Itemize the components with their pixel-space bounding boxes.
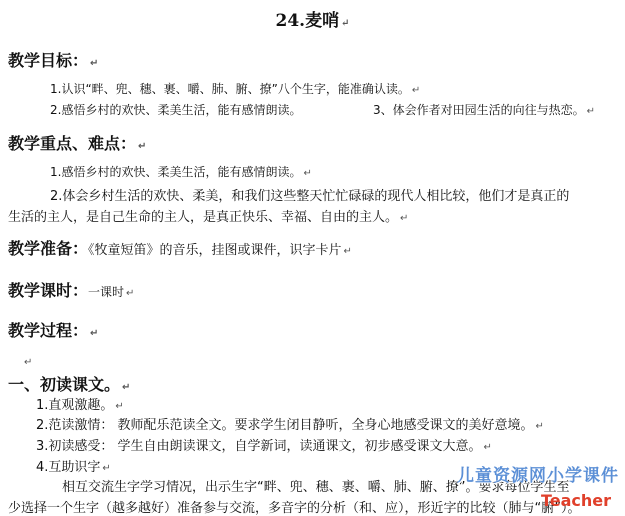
hours-line: 教学课时：一课时 ↵ [8,281,135,300]
empty-paragraph: ↵ [24,357,33,368]
hours-text: 一课时 [88,285,125,299]
keypoints-item-3: 生活的主人，是自己生命的主人，是真正快乐、幸福、自由的主人。 ↵ [8,210,409,225]
goals-item-1: 1.认识“畔、兜、穗、裹、嚼、肺、腑、撩”八个生字，能准确认读。 ↵ [50,82,421,96]
goals-heading: 教学目标： ↵ [8,51,99,70]
part1-item-3: 3.初读感受： 学生自由朗读课文，自学新词，读通课文，初步感受课文大意。 ↵ [36,439,492,454]
prep-line: 教学准备：《牧童短笛》的音乐，挂图或课件，识字卡片 ↵ [8,239,352,258]
part1-item-1: 1.直观激趣。 ↵ [36,398,124,413]
keypoints-item-2: 2.体会乡村生活的欢快、柔美，和我们这些整天忙忙碌碌的现代人相比较，他们才是真正的 [50,189,570,204]
goals-item-2: 2.感悟乡村的欢快、柔美生活，能有感情朗读。 [50,103,302,117]
page-title: 24.麦哨 ↵ [275,11,350,31]
goals-item-3: 3、体会作者对田园生活的向往与热恋。 ↵ [373,103,596,117]
process-heading: 教学过程： ↵ [8,321,99,340]
watermark-brand: Teacher [540,491,611,510]
part1-item-2: 2.范读激情： 教师配乐范读全文。要求学生闭目静听，全身心地感受课文的美好意境。 ↵ [36,418,544,433]
part1-paragraph-2: 少选择一个生字（越多越好）准备参与交流，多音字的分析（和、应），形近字的比较（肺与“腑”）。 [8,501,581,516]
hours-heading: 教学课时： [8,281,89,300]
keypoints-item-1: 1.感悟乡村的欢快、柔美生活，能有感情朗读。 ↵ [50,165,312,179]
prep-text: 《牧童短笛》的音乐，挂图或课件，识字卡片 [88,243,342,258]
watermark-text: 儿童资源网小学课件 [457,466,619,486]
keypoints-heading: 教学重点、难点： ↵ [8,134,147,153]
part1-item-4: 4.互助识字 ↵ [36,460,111,475]
part1-paragraph-1: 相互交流生字学习情况，出示生字“畔、兜、穗、裹、嚼、肺、腑、撩”。要求每位学生至 [62,480,570,495]
prep-heading: 教学准备： [8,239,89,258]
part1-heading: 一、初读课文。 ↵ [8,375,131,394]
